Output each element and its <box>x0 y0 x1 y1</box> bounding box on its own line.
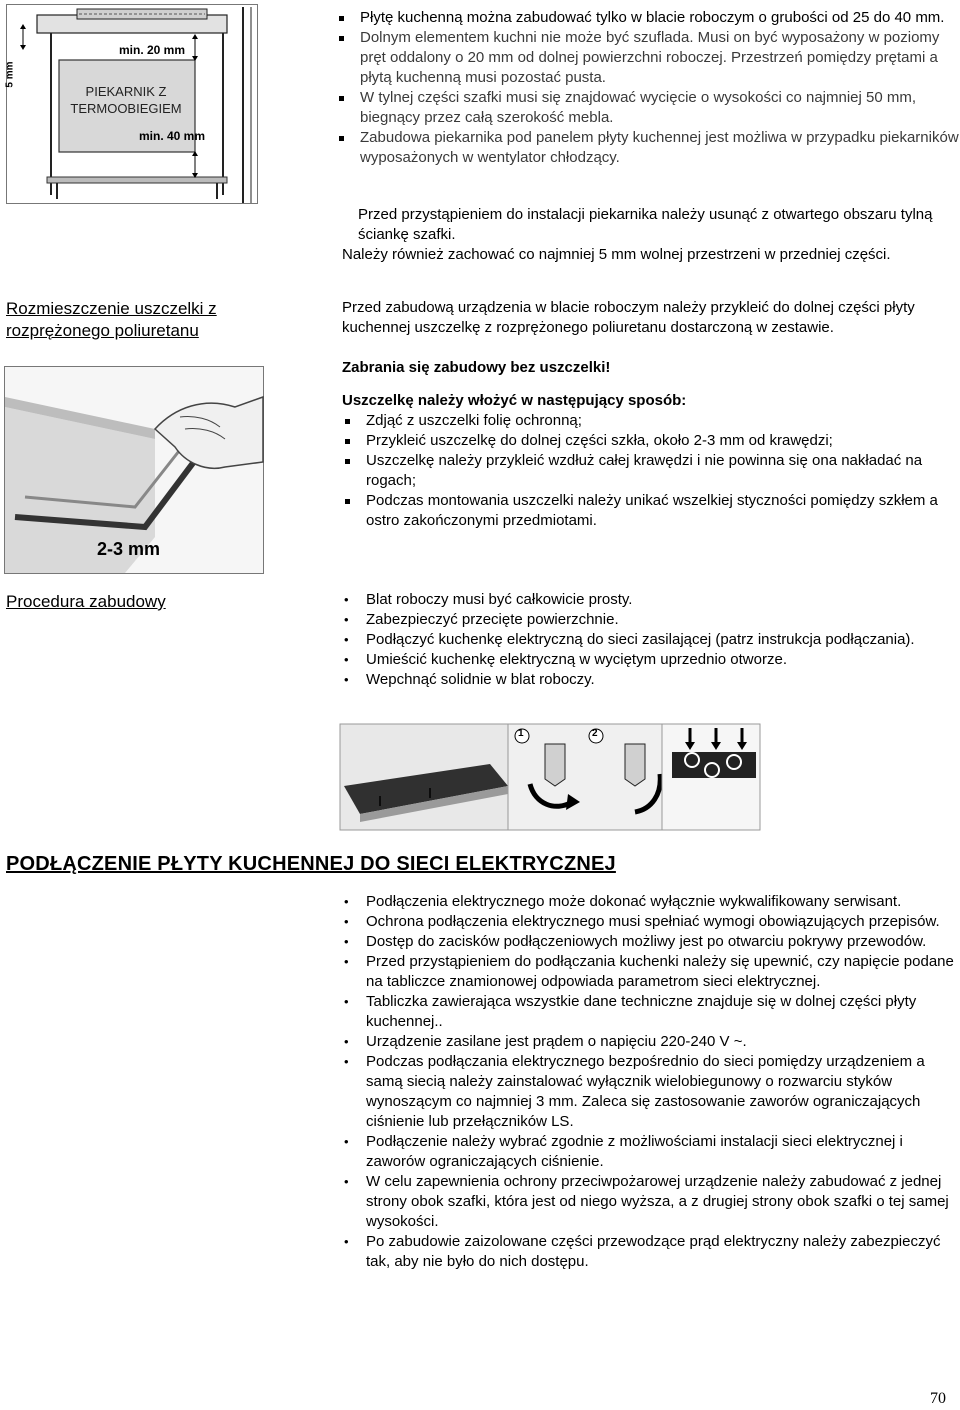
procedure-heading: Procedura zabudowy <box>6 592 166 611</box>
list-item: • Wepchnąć solidnie w blat roboczy. <box>342 670 942 690</box>
page-number: 70 <box>930 1390 946 1407</box>
fig-step2-label: 2 <box>592 728 598 739</box>
list-item: • W celu zapewnienia ochrony przeciwpożarowej urządzenie należy zabudować z jednej strony obok szafki, która jest od niego wyższa, a z drugiej strony obok szafki o tej samej wysokości. <box>342 1172 960 1232</box>
electrical-list <box>342 892 960 1272</box>
list-item: Płytę kuchenną można zabudować tylko w blacie roboczym o grubości od 25 do 40 mm. <box>336 8 960 28</box>
seal-steps-list <box>342 411 960 531</box>
electrical-heading: PODŁĄCZENIE PŁYTY KUCHENNEJ DO SIECI ELEKTRYCZNEJ <box>6 853 616 875</box>
procedure-list <box>342 590 942 690</box>
fig-step1-label: 1 <box>518 728 524 739</box>
seal-figure-label: 2-3 mm <box>97 539 161 559</box>
list-item: • Podłączenia elektrycznego może dokonać wyłącznie wykwalifikowany serwisant. <box>342 892 960 912</box>
list-item: • Blat roboczy musi być całkowicie prosty. <box>342 590 942 610</box>
list-item: Zabudowa piekarnika pod panelem płyty kuchennej jest możliwa w przypadku piekarników wyposażonych w wentylator chłodzący. <box>336 128 960 168</box>
procedure-drawing <box>340 724 760 836</box>
dim-bottom-label: min. 40 mm <box>139 129 206 143</box>
gap-paragraph: Należy również zachować co najmniej 5 mm wolnej przestrzeni w przedniej części. <box>342 246 891 263</box>
seal-warning: Zabrania się zabudowy bez uszczelki! <box>342 359 611 376</box>
oven-installation-figure <box>6 4 258 204</box>
list-item: • Podłączyć kuchenkę elektryczną do sieci zasilającej (patrz instrukcja podłączania). <box>342 630 942 650</box>
procedure-figure <box>340 724 760 836</box>
intro-paragraph: Przed przystąpieniem do instalacji piekarnika należy usunąć z otwartego obszaru tylną ściankę szafki. <box>358 206 933 243</box>
oven-box-label-line1: PIEKARNIK Z <box>85 84 167 99</box>
list-item: • Urządzenie zasilane jest prądem o napięciu 220-240 V ~. <box>342 1032 960 1052</box>
list-item: • Dostęp do zacisków podłączeniowych możliwy jest po otwarciu pokrywy przewodów. <box>342 932 960 952</box>
oven-box-label <box>61 83 191 117</box>
list-item: • Przed przystąpieniem do podłączania kuchenki należy się upewnić, czy napięcie podane na tabliczce znamionowej odpowiada parametrom sieci elektrycznej. <box>342 952 960 992</box>
dim-side-label: 5 mm <box>4 61 16 88</box>
list-item: • Podczas podłączania elektrycznego bezpośrednio do sieci pomiędzy urządzeniem a samą siecią należy zainstalować wyłącznik wielobiegunowy o rozwarciu styków wynoszącym co najmniej 3 mm. Zaleca się zastosowanie zaworów ograniczających ciśnienie lub przełączników LS. <box>342 1052 960 1132</box>
list-item: • Po zabudowie zaizolowane części przewodzące prąd elektryczny należy zabezpieczyć tak, aby nie było do nich dostępu. <box>342 1232 960 1272</box>
list-item: • Zabezpieczyć przecięte powierzchnie. <box>342 610 942 630</box>
list-item: Zdjąć z uszczelki folię ochronną; <box>342 411 960 431</box>
list-item: • Podłączenie należy wybrać zgodnie z możliwościami instalacji sieci elektrycznej i zaworów ograniczających ciśnienie. <box>342 1132 960 1172</box>
list-item: • Umieścić kuchenkę elektryczną w wyciętym uprzednio otworze. <box>342 650 942 670</box>
list-item: • Ochrona podłączenia elektrycznego musi spełniać wymogi obowiązujących przepisów. <box>342 912 960 932</box>
seal-paragraph: Przed zabudową urządzenia w blacie roboczym należy przykleić do dolnej części płyty kuchennej uszczelkę z rozprężonego poliuretanu dostarczoną w zestawie. <box>342 299 915 336</box>
seal-section-heading: Rozmieszczenie uszczelki z rozprężonego poliuretanu <box>6 299 217 340</box>
list-item: • Tabliczka zawierająca wszystkie dane techniczne znajduje się w dolnej części płyty kuchennej.. <box>342 992 960 1032</box>
list-item: W tylnej części szafki musi się znajdować wycięcie o wysokości co najmniej 50 mm, biegnący przez całą szerokość mebla. <box>336 88 960 128</box>
list-item: Przykleić uszczelkę do dolnej części szkła, około 2-3 mm od krawędzi; <box>342 431 960 451</box>
list-item: Dolnym elementem kuchni nie może być szuflada. Musi on być wyposażony w poziomy pręt oddalony o 20 mm od dolnej powierzchni roboczej. Przestrzeń pomiędzy prętami a płytą kuchenną musi pozostać pusta. <box>336 28 960 88</box>
list-item: Uszczelkę należy przykleić wzdłuż całej krawędzi i nie powinna się ona nakładać na rogach; <box>342 451 960 491</box>
dim-top-label: min. 20 mm <box>119 43 186 57</box>
oven-box-label-line2: TERMOOBIEGIEM <box>70 101 182 116</box>
seal-how-heading: Uszczelkę należy włożyć w następujący sposób: <box>342 392 687 409</box>
top-requirements-list <box>336 8 960 168</box>
seal-figure <box>4 366 264 574</box>
list-item: Podczas montowania uszczelki należy unikać wszelkiej styczności pomiędzy szkłem a ostro zakończonymi przedmiotami. <box>342 491 960 531</box>
